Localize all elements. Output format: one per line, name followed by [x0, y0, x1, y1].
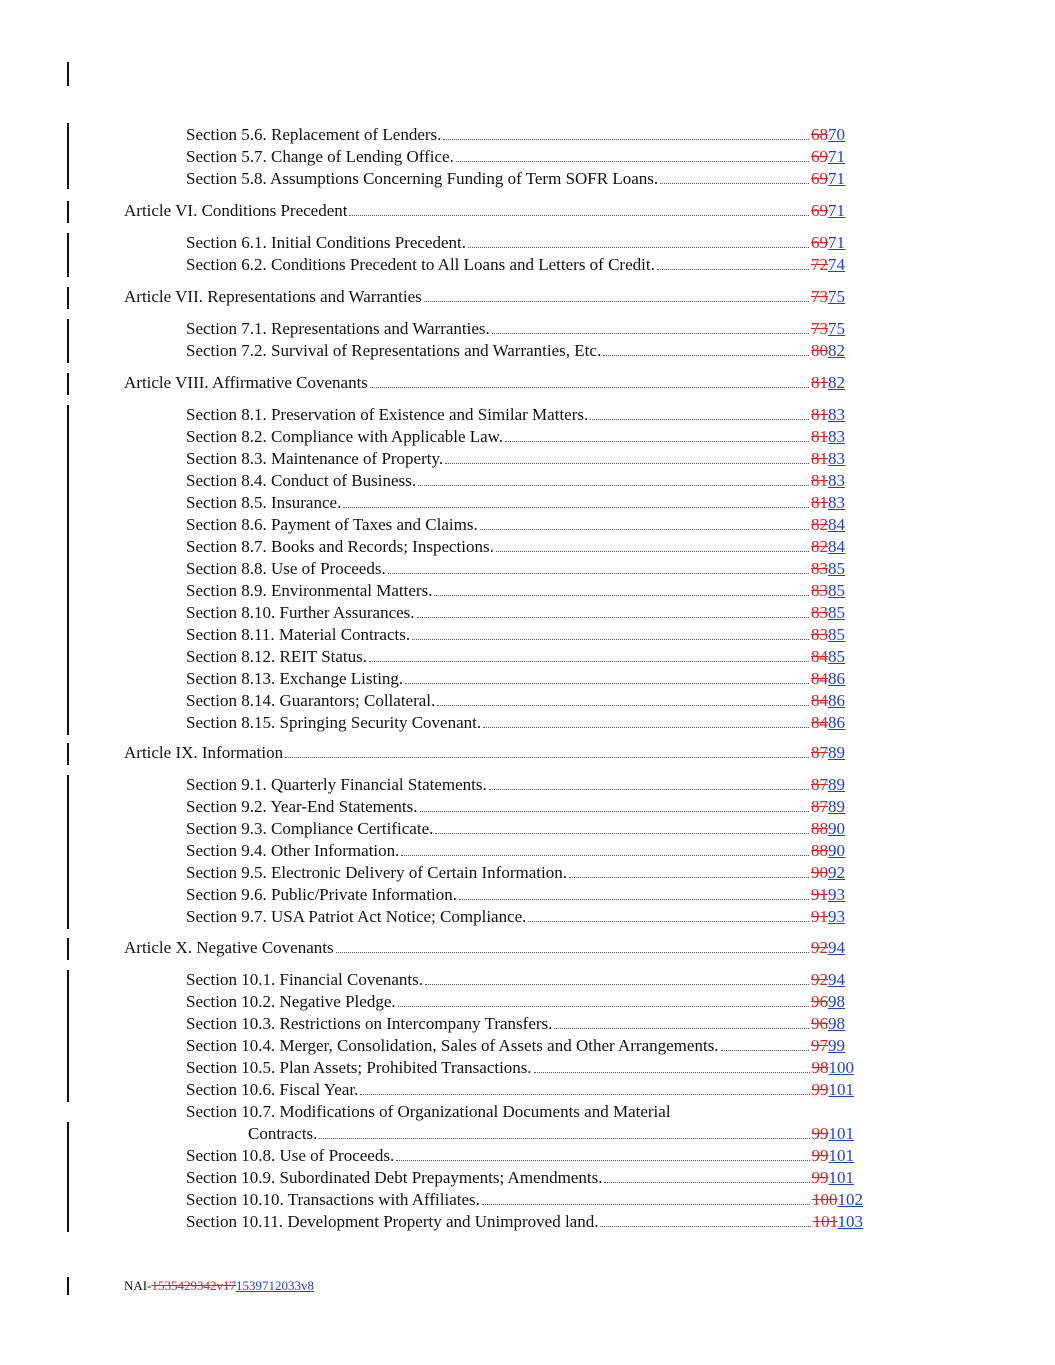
inserted-page-number[interactable]: 71: [828, 147, 845, 166]
inserted-page-number[interactable]: 101: [828, 1080, 854, 1099]
inserted-page-number[interactable]: 93: [828, 885, 845, 904]
toc-entry[interactable]: [186, 624, 845, 646]
toc-entry-label: Section 7.1. Representations and Warranties.: [186, 319, 490, 338]
dot-leader: [443, 139, 809, 140]
toc-entry-label: Section 8.2. Compliance with Applicable Law.: [186, 427, 504, 446]
toc-entry[interactable]: [186, 796, 845, 818]
toc-entry-label: Section 8.11. Material Contracts.: [186, 625, 411, 644]
inserted-page-number[interactable]: 89: [828, 797, 845, 816]
inserted-page-number[interactable]: 92: [828, 863, 845, 882]
change-bar: [67, 287, 69, 309]
inserted-page-number[interactable]: 98: [828, 992, 845, 1011]
inserted-page-number[interactable]: 101: [828, 1146, 854, 1165]
toc-entry-label: Section 10.10. Transactions with Affiliates.: [186, 1190, 480, 1209]
change-bar: [67, 373, 69, 395]
change-bar: [67, 775, 69, 929]
dot-leader: [319, 1138, 809, 1139]
inserted-page-number[interactable]: 82: [828, 341, 845, 360]
deleted-page-number: 90: [811, 863, 828, 882]
toc-entry[interactable]: [186, 318, 845, 340]
inserted-page-number[interactable]: 71: [828, 169, 845, 188]
deleted-page-number: 99: [811, 1168, 829, 1187]
inserted-page-number[interactable]: 90: [828, 841, 845, 860]
dot-leader: [396, 1160, 809, 1161]
deleted-page-number: 83: [811, 581, 828, 600]
dot-leader: [412, 639, 809, 640]
toc-entry[interactable]: [186, 492, 845, 514]
deleted-page-number: 84: [811, 713, 828, 732]
toc-entry-label: Section 10.2. Negative Pledge.: [186, 992, 396, 1011]
toc-entry-label: Section 5.8. Assumptions Concerning Funding of Term SOFR Loans.: [186, 169, 659, 188]
footer-inserted-doc-id: 1539712033v8: [235, 1278, 314, 1293]
dot-leader: [604, 1182, 809, 1183]
toc-entry[interactable]: [186, 124, 845, 146]
toc-entry-label: Section 7.2. Survival of Representations and Warranties, Etc.: [186, 341, 602, 360]
toc-entry-label: Section 10.8. Use of Proceeds.: [186, 1146, 395, 1165]
dot-leader: [370, 387, 809, 388]
deleted-page-number: 97: [811, 1036, 828, 1055]
deleted-page-number: 69: [811, 169, 828, 188]
dot-leader: [492, 333, 809, 334]
inserted-page-number[interactable]: 83: [828, 471, 845, 490]
inserted-page-number[interactable]: 89: [828, 775, 845, 794]
dot-leader: [657, 269, 809, 270]
inserted-page-number[interactable]: 93: [828, 907, 845, 926]
dot-leader: [459, 899, 809, 900]
change-bar: [67, 123, 69, 189]
inserted-page-number[interactable]: 90: [828, 819, 845, 838]
toc-entry[interactable]: [186, 340, 845, 362]
inserted-page-number[interactable]: 102: [837, 1190, 863, 1209]
toc-entry[interactable]: [186, 712, 845, 734]
toc-entry-label: Section 6.1. Initial Conditions Precedent.: [186, 233, 466, 252]
deleted-page-number: 68: [811, 125, 828, 144]
dot-leader: [435, 833, 809, 834]
toc-article-entry[interactable]: [124, 937, 845, 959]
inserted-page-number[interactable]: 103: [837, 1212, 863, 1231]
footer-prefix: NAI-: [124, 1278, 152, 1293]
toc-entry[interactable]: [186, 1035, 845, 1057]
inserted-page-number[interactable]: 99: [828, 1036, 845, 1055]
toc-entry[interactable]: [186, 774, 845, 796]
deleted-page-number: 92: [811, 938, 828, 957]
dot-leader: [336, 952, 809, 953]
toc-entry[interactable]: [186, 558, 845, 580]
toc-entry-label: Section 10.1. Financial Covenants.: [186, 970, 424, 989]
change-bar: [67, 62, 69, 86]
change-bar: [67, 319, 69, 363]
dot-leader: [405, 683, 809, 684]
toc-entry[interactable]: [186, 146, 845, 168]
toc-entry-label: Section 5.7. Change of Lending Office.: [186, 147, 454, 166]
deleted-page-number: 81: [811, 449, 828, 468]
toc-entry-label: Section 8.4. Conduct of Business.: [186, 471, 416, 490]
inserted-page-number[interactable]: 101: [828, 1124, 854, 1143]
toc-entry[interactable]: [186, 991, 845, 1013]
toc-entry-label: Section 9.6. Public/Private Information.: [186, 885, 458, 904]
inserted-page-number[interactable]: 84: [828, 537, 845, 556]
toc-entry[interactable]: [186, 884, 845, 906]
inserted-page-number[interactable]: 83: [828, 427, 845, 446]
dot-leader: [569, 877, 809, 878]
toc-entry-label: Section 8.14. Guarantors; Collateral.: [186, 691, 436, 710]
deleted-page-number: 82: [811, 537, 828, 556]
deleted-page-number: 80: [811, 341, 828, 360]
toc-entry-label: Section 10.5. Plan Assets; Prohibited Transactions.: [186, 1058, 532, 1077]
deleted-page-number: 88: [811, 841, 828, 860]
toc-article-entry[interactable]: [124, 286, 845, 308]
inserted-page-number[interactable]: 84: [828, 515, 845, 534]
deleted-page-number: 73: [811, 319, 828, 338]
toc-entry[interactable]: [248, 1123, 854, 1145]
dot-leader: [483, 727, 809, 728]
toc-entry-label: Article VII. Representations and Warranties: [124, 287, 422, 306]
dot-leader: [496, 551, 809, 552]
toc-entry-label: Section 8.15. Springing Security Covenant.: [186, 713, 482, 732]
toc-entry[interactable]: [186, 514, 845, 536]
toc-entry-label: Article VI. Conditions Precedent: [124, 201, 348, 220]
toc-entry-label: Section 8.9. Environmental Matters.: [186, 581, 433, 600]
toc-entry-label: Section 8.6. Payment of Taxes and Claims.: [186, 515, 478, 534]
dot-leader: [468, 247, 809, 248]
deleted-page-number: 73: [811, 287, 828, 306]
deleted-page-number: 87: [811, 743, 828, 762]
dot-leader: [417, 617, 809, 618]
dot-leader: [437, 705, 809, 706]
toc-entry[interactable]: [186, 818, 845, 840]
dot-leader: [534, 1072, 810, 1073]
change-bar: [67, 970, 69, 1102]
deleted-page-number: 99: [811, 1080, 829, 1099]
deleted-page-number: 84: [811, 669, 828, 688]
deleted-page-number: 91: [811, 885, 828, 904]
dot-leader: [434, 595, 809, 596]
toc-entry[interactable]: [186, 1013, 845, 1035]
toc-entry[interactable]: [186, 690, 845, 712]
deleted-page-number: 99: [811, 1124, 829, 1143]
dot-leader: [660, 183, 809, 184]
deleted-page-number: 87: [811, 797, 828, 816]
inserted-page-number[interactable]: 85: [828, 559, 845, 578]
toc-entry[interactable]: [186, 580, 845, 602]
inserted-page-number[interactable]: 86: [828, 713, 845, 732]
dot-leader: [369, 661, 809, 662]
deleted-page-number: 81: [811, 427, 828, 446]
deleted-page-number: 98: [811, 1058, 829, 1077]
deleted-page-number: 96: [811, 1014, 828, 1033]
toc-entry[interactable]: [186, 602, 845, 624]
inserted-page-number[interactable]: 82: [828, 373, 845, 392]
inserted-page-number[interactable]: 70: [828, 125, 845, 144]
deleted-page-number: 69: [811, 201, 828, 220]
dot-leader: [401, 855, 809, 856]
deleted-page-number: 88: [811, 819, 828, 838]
toc-entry-label: Article VIII. Affirmative Covenants: [124, 373, 368, 392]
inserted-page-number[interactable]: 85: [828, 603, 845, 622]
inserted-page-number[interactable]: 83: [828, 449, 845, 468]
toc-entry-label: Section 9.1. Quarterly Financial Statements.: [186, 775, 487, 794]
toc-entry[interactable]: [186, 1145, 854, 1167]
deleted-page-number: 87: [811, 775, 828, 794]
deleted-page-number: 82: [811, 515, 828, 534]
deleted-page-number: 84: [811, 691, 828, 710]
toc-entry-label: Section 8.3. Maintenance of Property.: [186, 449, 444, 468]
toc-article-entry[interactable]: [124, 742, 845, 764]
dot-leader: [590, 419, 809, 420]
toc-entry-label: Section 5.6. Replacement of Lenders.: [186, 125, 442, 144]
inserted-page-number[interactable]: 98: [828, 1014, 845, 1033]
deleted-page-number: 100: [812, 1190, 838, 1209]
toc-entry-label: Section 8.12. REIT Status.: [186, 647, 368, 666]
toc-entry-label: Article X. Negative Covenants: [124, 938, 334, 957]
deleted-page-number: 72: [811, 255, 828, 274]
deleted-page-number: 83: [811, 559, 828, 578]
toc-entry-label: Section 10.3. Restrictions on Intercompany Transfers.: [186, 1014, 553, 1033]
toc-entry-label: Article IX. Information: [124, 743, 284, 762]
change-bar: [67, 201, 69, 223]
toc-entry[interactable]: [186, 1211, 863, 1233]
deleted-page-number: 81: [811, 493, 828, 512]
toc-entry[interactable]: [186, 232, 845, 254]
document-number-footer: [124, 1278, 314, 1294]
dot-leader: [349, 215, 809, 216]
toc-entry-label: Section 8.8. Use of Proceeds.: [186, 559, 386, 578]
toc-entry-label: Section 8.1. Preservation of Existence and Similar Matters.: [186, 405, 589, 424]
inserted-page-number[interactable]: 94: [828, 938, 845, 957]
change-bar: [67, 1277, 69, 1295]
toc-entry[interactable]: [186, 862, 845, 884]
toc-entry-label: Contracts.: [248, 1124, 318, 1143]
dot-leader: [603, 355, 809, 356]
inserted-page-number[interactable]: 71: [828, 233, 845, 252]
inserted-page-number[interactable]: 94: [828, 970, 845, 989]
inserted-page-number[interactable]: 71: [828, 201, 845, 220]
inserted-page-number[interactable]: 83: [828, 405, 845, 424]
deleted-page-number: 81: [811, 405, 828, 424]
toc-entry[interactable]: [186, 536, 845, 558]
toc-entry[interactable]: [186, 1057, 854, 1079]
toc-entry[interactable]: [186, 1189, 863, 1211]
inserted-page-number[interactable]: 86: [828, 691, 845, 710]
toc-entry-label: Section 6.2. Conditions Precedent to All Loans and Letters of Credit.: [186, 255, 655, 274]
toc-entry-label: Section 10.6. Fiscal Year.: [186, 1080, 359, 1099]
inserted-page-number[interactable]: 75: [828, 287, 845, 306]
toc-entry[interactable]: [186, 404, 845, 426]
toc-entry[interactable]: [186, 646, 845, 668]
inserted-page-number[interactable]: 85: [828, 581, 845, 600]
dot-leader: [445, 463, 809, 464]
deleted-page-number: 81: [811, 373, 828, 392]
inserted-page-number[interactable]: 74: [828, 255, 845, 274]
inserted-page-number[interactable]: 75: [828, 319, 845, 338]
deleted-page-number: 83: [811, 625, 828, 644]
toc-entry[interactable]: [186, 168, 845, 190]
footer-deleted-doc-id: 1535429342v17: [151, 1278, 236, 1293]
inserted-page-number[interactable]: 86: [828, 669, 845, 688]
toc-entry-label: Section 8.13. Exchange Listing.: [186, 669, 404, 688]
dot-leader: [505, 441, 809, 442]
deleted-page-number: 99: [811, 1146, 829, 1165]
deleted-page-number: 81: [811, 471, 828, 490]
dot-leader: [285, 757, 809, 758]
inserted-page-number[interactable]: 101: [828, 1168, 854, 1187]
inserted-page-number[interactable]: 100: [828, 1058, 854, 1077]
toc-entry-label: Section 8.5. Insurance.: [186, 493, 342, 512]
toc-article-entry[interactable]: [124, 200, 845, 222]
change-bar: [67, 1122, 69, 1232]
toc-entry[interactable]: [186, 426, 845, 448]
dot-leader: [456, 161, 809, 162]
dot-leader: [424, 301, 809, 302]
inserted-page-number[interactable]: 85: [828, 647, 845, 666]
deleted-page-number: 83: [811, 603, 828, 622]
deleted-page-number: 91: [811, 907, 828, 926]
dot-leader: [420, 811, 810, 812]
toc-entry-label: Section 10.4. Merger, Consolidation, Sales of Assets and Other Arrangements.: [186, 1036, 719, 1055]
toc-entry[interactable]: [186, 254, 845, 276]
toc-entry-label: Section 8.10. Further Assurances.: [186, 603, 415, 622]
toc-entry[interactable]: [186, 1167, 854, 1189]
toc-entry-label: Section 9.3. Compliance Certificate.: [186, 819, 434, 838]
deleted-page-number: 96: [811, 992, 828, 1011]
toc-entry[interactable]: [186, 448, 845, 470]
change-bar: [67, 233, 69, 277]
toc-entry-label: Section 8.7. Books and Records; Inspections.: [186, 537, 494, 556]
toc-entry[interactable]: [186, 906, 845, 928]
dot-leader: [528, 921, 809, 922]
dot-leader: [425, 984, 809, 985]
dot-leader: [721, 1050, 809, 1051]
toc-entry[interactable]: [186, 668, 845, 690]
deleted-page-number: 101: [812, 1212, 838, 1231]
inserted-page-number[interactable]: 89: [828, 743, 845, 762]
toc-entry[interactable]: [186, 840, 845, 862]
deleted-page-number: 69: [811, 147, 828, 166]
change-bar: [67, 405, 69, 735]
toc-entry-label: Section 9.5. Electronic Delivery of Certain Information.: [186, 863, 567, 882]
toc-article-entry[interactable]: [124, 372, 845, 394]
deleted-page-number: 69: [811, 233, 828, 252]
toc-entry[interactable]: [186, 470, 845, 492]
deleted-page-number: 84: [811, 647, 828, 666]
change-bar: [67, 743, 69, 765]
deleted-page-number: 92: [811, 970, 828, 989]
toc-entry[interactable]: [186, 969, 845, 991]
toc-entry-label: Section 10.9. Subordinated Debt Prepayments; Amendments.: [186, 1168, 603, 1187]
dot-leader: [418, 485, 809, 486]
toc-entry-label: Section 9.7. USA Patriot Act Notice; Compliance.: [186, 907, 527, 926]
toc-entry-label: Section 9.2. Year-End Statements.: [186, 797, 418, 816]
dot-leader: [360, 1094, 809, 1095]
dot-leader: [554, 1028, 809, 1029]
inserted-page-number[interactable]: 85: [828, 625, 845, 644]
toc-entry-label: Section 9.4. Other Information.: [186, 841, 400, 860]
change-bar: [67, 938, 69, 960]
dot-leader: [388, 573, 809, 574]
toc-entry[interactable]: [186, 1079, 854, 1101]
dot-leader: [480, 529, 809, 530]
dot-leader: [600, 1226, 810, 1227]
dot-leader: [489, 789, 809, 790]
toc-entry-label: Section 10.11. Development Property and Unimproved land.: [186, 1212, 599, 1231]
toc-entry-continued-label: Section 10.7. Modifications of Organizational Documents and Material: [186, 1102, 671, 1121]
dot-leader: [398, 1006, 809, 1007]
dot-leader: [343, 507, 809, 508]
dot-leader: [482, 1204, 810, 1205]
inserted-page-number[interactable]: 83: [828, 493, 845, 512]
